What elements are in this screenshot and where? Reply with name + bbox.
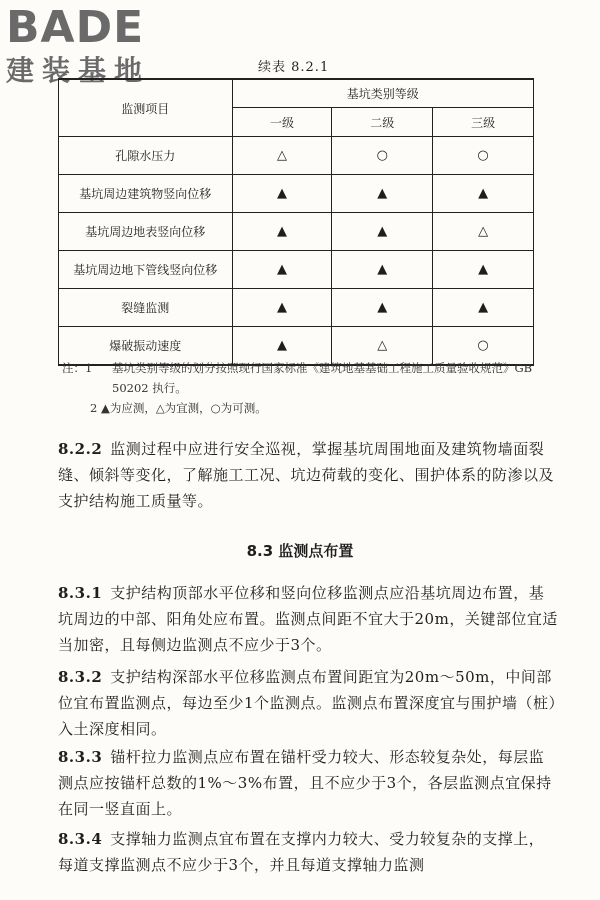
clause-8-2-2 xyxy=(58,436,558,514)
mark-cell: △ xyxy=(332,327,433,366)
item-cell: 基坑周边地表竖向位移 xyxy=(59,213,233,251)
group-header: 基坑类别等级 xyxy=(232,79,533,108)
mark-cell: ○ xyxy=(332,137,433,175)
clause-8-3-3 xyxy=(58,744,558,822)
note-1: 基坑类别等级的划分按照现行国家标准《建筑地基基础工程施工质量验收规范》GB 50202 执行。 xyxy=(112,361,533,395)
clause-text: 支撑轴力监测点宜布置在支撑内力较大、受力较复杂的支撑上，每道支撑监测点不应少于3个，并且每道支撑轴力监测 xyxy=(58,830,545,874)
item-header: 监测项目 xyxy=(59,79,233,137)
mark-cell: ▲ xyxy=(332,251,433,289)
mark-cell: ▲ xyxy=(433,251,534,289)
level-header: 二级 xyxy=(332,108,433,137)
clause-number: 8.3.4 xyxy=(58,830,103,848)
clause-number: 8.3.2 xyxy=(58,668,103,686)
table-row xyxy=(59,137,534,175)
table-caption: 续表 8.2.1 xyxy=(258,60,330,75)
item-cell: 爆破振动速度 xyxy=(59,327,233,366)
note-label: 注：1 xyxy=(62,361,93,375)
table-row xyxy=(59,213,534,251)
level-header: 一级 xyxy=(232,108,332,137)
logo-subtitle: 建装基地 xyxy=(6,54,151,87)
mark-cell: ▲ xyxy=(232,175,332,213)
clause-8-3-4 xyxy=(58,826,558,878)
mark-cell: △ xyxy=(433,213,534,251)
mark-cell: ▲ xyxy=(232,213,332,251)
mark-cell: ▲ xyxy=(332,213,433,251)
mark-cell: ▲ xyxy=(332,175,433,213)
mark-cell: ○ xyxy=(433,327,534,366)
level-header: 三级 xyxy=(433,108,534,137)
clause-8-3-1 xyxy=(58,580,558,658)
logo-wordmark: BADE xyxy=(6,2,145,53)
table-row xyxy=(59,289,534,327)
mark-cell: ○ xyxy=(433,137,534,175)
clause-text: 支护结构深部水平位移监测点布置间距宜为20m～50m，中间部位宜布置监测点，每边至少1个监测点。监测点布置深度宜与围护墙（桩）入土深度相同。 xyxy=(58,668,557,738)
mark-cell: ▲ xyxy=(433,175,534,213)
note-2: 2 ▲为应测，△为宜测，○为可测。 xyxy=(90,401,267,415)
clause-number: 8.2.2 xyxy=(58,440,103,458)
item-cell: 孔隙水压力 xyxy=(59,137,233,175)
section-title: 8.3 监测点布置 xyxy=(246,542,354,560)
clause-8-3-2 xyxy=(58,664,558,742)
clause-number: 8.3.3 xyxy=(58,748,103,766)
clause-text: 监测过程中应进行安全巡视，掌握基坑周围地面及建筑物墙面裂缝、倾斜等变化，了解施工工况、坑边荷载的变化、围护体系的防渗以及支护结构施工质量等。 xyxy=(58,440,555,510)
item-cell: 裂缝监测 xyxy=(59,289,233,327)
clause-text: 支护结构顶部水平位移和竖向位移监测点应沿基坑周边布置，基坑周边的中部、阳角处应布置。监测点间距不宜大于20m，关键部位宜适当加密，且每侧边监测点不应少于3个。 xyxy=(58,584,558,654)
mark-cell: ▲ xyxy=(332,289,433,327)
monitoring-table xyxy=(58,78,534,366)
mark-cell: ▲ xyxy=(232,251,332,289)
mark-cell: ▲ xyxy=(232,289,332,327)
item-cell: 基坑周边地下管线竖向位移 xyxy=(59,251,233,289)
logo xyxy=(6,2,150,88)
mark-cell: ▲ xyxy=(232,327,332,366)
item-cell: 基坑周边建筑物竖向位移 xyxy=(59,175,233,213)
clause-text: 锚杆拉力监测点应布置在锚杆受力较大、形态较复杂处，每层监测点应按锚杆总数的1%～3%布置，且不应少于3个，各层监测点宜保持在同一竖直面上。 xyxy=(58,748,552,818)
clause-number: 8.3.1 xyxy=(58,584,103,602)
mark-cell: △ xyxy=(232,137,332,175)
table-row xyxy=(59,251,534,289)
mark-cell: ▲ xyxy=(433,289,534,327)
table-row xyxy=(59,175,534,213)
table-notes xyxy=(62,358,552,418)
